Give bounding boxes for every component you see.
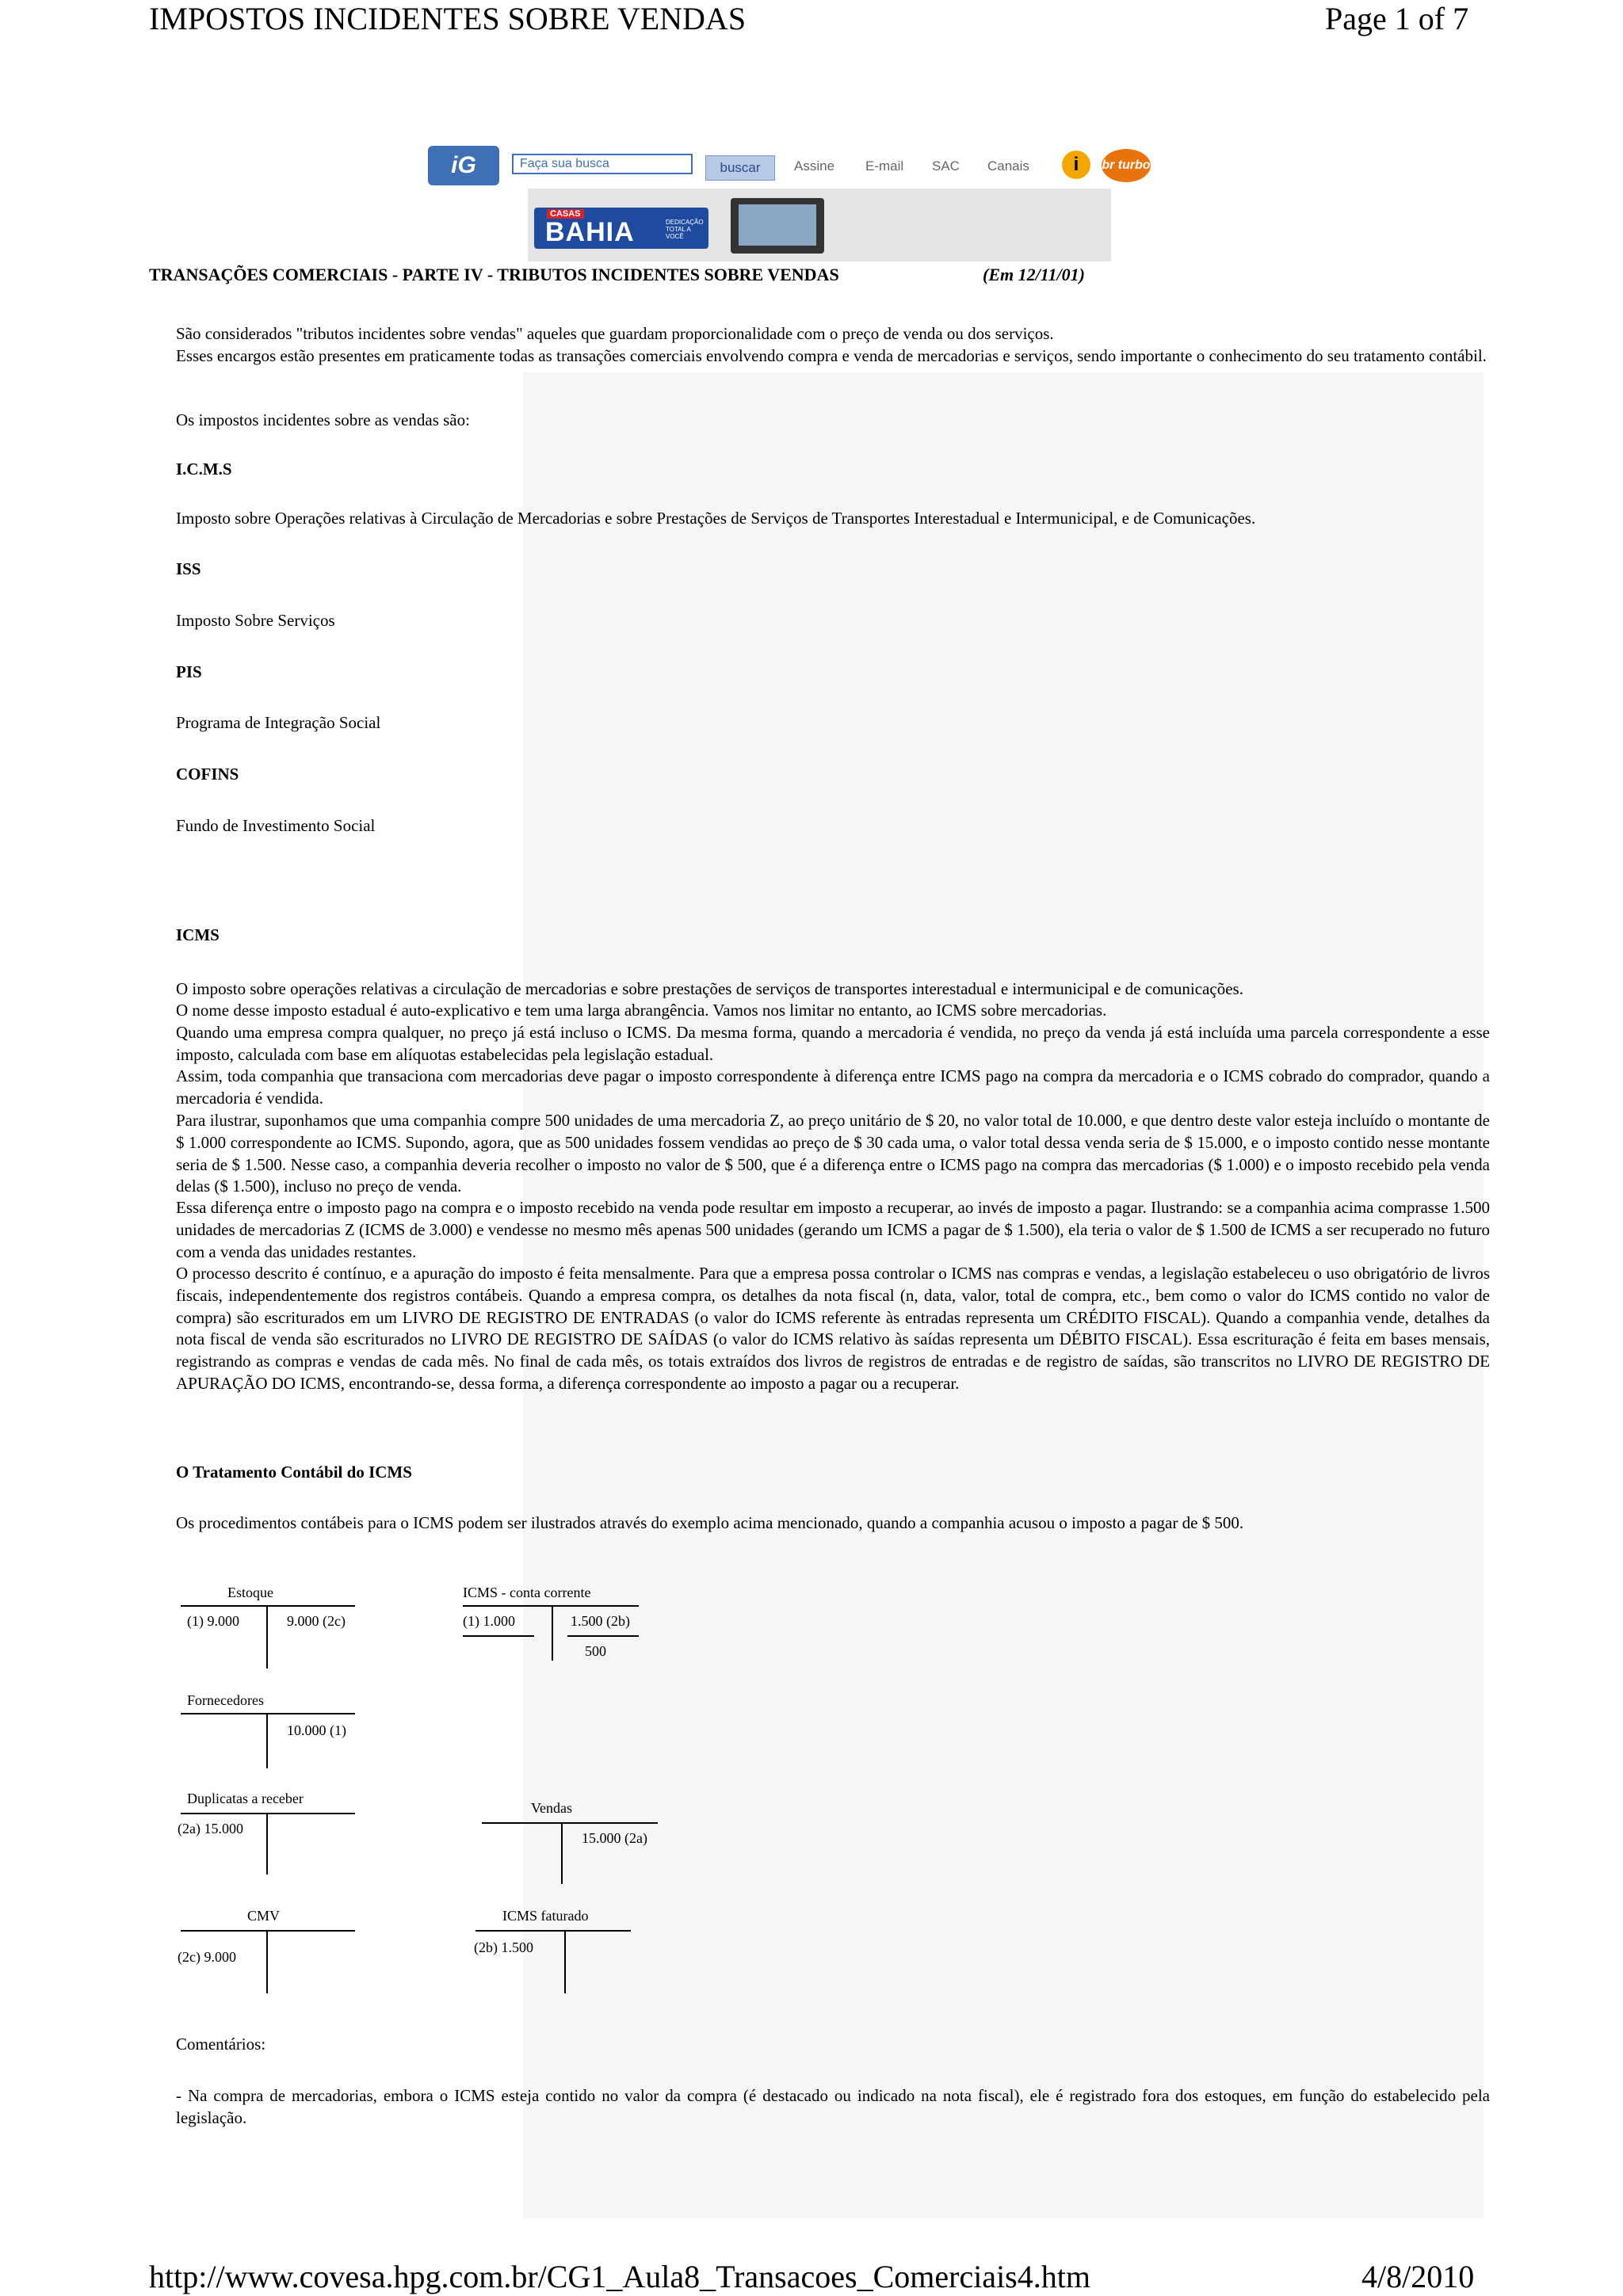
t-duplicatas-title: Duplicatas a receber xyxy=(187,1791,304,1806)
tax-desc-pis: Programa de Integração Social xyxy=(176,713,381,732)
t-icms-cc-title: ICMS - conta corrente xyxy=(463,1585,591,1600)
icms-paragraph-7: O processo descrito é contínuo, e a apuração do imposto é feita mensalmente. Para que a empresa possa controlar o ICMS nas compras e vendas, a legislação estabeleceu o uso obrigatório de livros fiscais, independentemente dos registros contábeis. Quando a empresa compra, os detalhes da nota fiscal (n, data, valor, total de compra, etc., bem como o valor do ICMS contido no valor de compra) são escriturados em um LIVRO DE REGISTRO DE ENTRADAS (o valor do ICMS referente às entradas representa um CRÉDITO FISCAL). Quando a companhia vende, detalhes da nota fiscal de venda são escriturados no LIVRO DE REGISTRO DE SAÍDAS (o valor do ICMS relativo às saídas representa um DÉBITO FISCAL). Essa escrituração é feita em bases mensais, registrando as compras e vendas de cada mês. No final de cada mês, os totais extraídos dos livros de registros de entradas e de registro de saídas, são transcritos no LIVRO DE REGISTRO DE APURAÇÃO DO ICMS, encontrando-se, dessa forma, a diferença correspondente ao imposto a pagar ou a recuperar. xyxy=(176,1264,1490,1393)
nav-link-canais[interactable]: Canais xyxy=(987,158,1029,174)
icms-paragraph-4: Assim, toda companhia que transaciona com mercadorias deve pagar o imposto correspondente à diferença entre ICMS pago na compra da mercadoria e o ICMS cobrado do comprador, quando a mercadoria é vendida. xyxy=(176,1066,1490,1108)
t-estoque-title: Estoque xyxy=(227,1585,273,1600)
tax-desc-iss: Imposto Sobre Serviços xyxy=(176,611,335,630)
tax-name-icms: I.C.M.S xyxy=(176,460,232,479)
t-duplicatas-debit: (2a) 15.000 xyxy=(178,1821,243,1836)
tax-name-pis: PIS xyxy=(176,662,202,681)
tv-image xyxy=(731,198,824,254)
t-vendas-title: Vendas xyxy=(531,1800,572,1816)
list-intro: Os impostos incidentes sobre as vendas são: xyxy=(176,410,470,429)
print-header-title: IMPOSTOS INCIDENTES SOBRE VENDAS xyxy=(149,1,747,36)
info-icon[interactable]: i xyxy=(1062,151,1090,179)
t-cmv-title: CMV xyxy=(247,1908,281,1924)
tax-desc-icms: Imposto sobre Operações relativas à Circulação de Mercadorias e sobre Prestações de Serviços de Transportes Interestadual e Intermunicipal, e de Comunicações. xyxy=(176,509,1256,528)
article-date: (Em 12/11/01) xyxy=(983,265,1085,284)
tax-name-cofins: COFINS xyxy=(176,765,239,784)
nav-link-sac[interactable]: SAC xyxy=(932,158,960,174)
t-icms-faturado-title: ICMS faturado xyxy=(502,1908,589,1924)
article-title: TRANSAÇÕES COMERCIAIS - PARTE IV - TRIBUTOS INCIDENTES SOBRE VENDAS xyxy=(149,265,839,284)
comments-heading: Comentários: xyxy=(176,2035,266,2054)
casas-bahia-logo xyxy=(534,208,708,249)
icms-paragraph-6: Essa diferença entre o imposto pago na compra e o imposto recebido na venda pode resultar em imposto a recuperar, ao invés de imposto a pagar. Ilustrando: se a companhia acima comprasse 1.500 unidades de mercadorias Z (ICMS de 3.000) e vendesse no mesmo mês apenas 500 unidades (gerando um ICMS a pagar de $ 1.500), ela teria o valor de $ 1.500 de ICMS a ser recuperado no futuro com a venda das unidades restantes. xyxy=(176,1198,1490,1261)
search-input[interactable]: Faça sua busca xyxy=(512,154,693,174)
icms-paragraph-5: Para ilustrar, suponhamos que uma companhia compre 500 unidades de uma mercadoria Z, ao preço unitário de $ 20, no valor total de 10.000, e que dentro deste valor esteja incluído o montante de $ 1.000 correspondente ao ICMS. Supondo, agora, que as 500 unidades fossem vendidas ao preço de $ 30 cada uma, o valor total dessa venda seria de $ 15.000, e o imposto contido nesse montante seria de $ 1.500. Nesse caso, a companhia deveria recolher o imposto no valor de $ 500, que é a diferença entre o ICMS pago na compra das mercadorias ($ 1.000) e o imposto recebido pela venda delas ($ 1.500), incluso no preço de venda. xyxy=(176,1111,1490,1196)
print-footer-url: http://www.covesa.hpg.com.br/CG1_Aula8_Transacoes_Comerciais4.htm xyxy=(149,2259,1090,2294)
banner-brand: BAHIA xyxy=(545,217,635,247)
t-icms-cc-credit: 1.500 (2b) xyxy=(571,1613,630,1629)
t-icms-faturado-debit: (2b) 1.500 xyxy=(474,1939,533,1955)
icms-paragraph-1: O imposto sobre operações relativas a circulação de mercadorias e sobre prestações de serviços de transportes interestadual e intermunicipal e de comunicações. xyxy=(176,979,1243,998)
brturbo-logo[interactable]: br turbo xyxy=(1102,149,1151,182)
intro-paragraph-1: São considerados "tributos incidentes sobre vendas" aqueles que guardam proporcionalidade com o preço de venda ou dos serviços. xyxy=(176,324,1054,343)
t-estoque-credit: 9.000 (2c) xyxy=(287,1613,346,1629)
treatment-text: Os procedimentos contábeis para o ICMS podem ser ilustrados através do exemplo acima mencionado, quando a companhia acusou o imposto a pagar de $ 500. xyxy=(176,1513,1244,1532)
nav-link-email[interactable]: E-mail xyxy=(865,158,904,174)
banner-slogan: DEDICAÇÃO TOTAL A VOCÊ xyxy=(666,219,704,240)
tax-name-iss: ISS xyxy=(176,559,201,578)
comments-text: - Na compra de mercadorias, embora o ICMS esteja contido no valor da compra (é destacado ou indicado na nota fiscal), ele é registrado fora dos estoques, em função do estabelecido pela legislação. xyxy=(176,2086,1490,2127)
t-fornecedores-title: Fornecedores xyxy=(187,1692,264,1708)
icms-paragraph-3: Quando uma empresa compra qualquer, no preço já está incluso o ICMS. Da mesma forma, quando a mercadoria é vendida, no preço da venda já está incluída uma parcela correspondente a esse imposto, calculada com base em alíquotas estabelecidas pela legislação estadual. xyxy=(176,1023,1490,1064)
nav-link-assine[interactable]: Assine xyxy=(794,158,835,174)
ad-banner[interactable] xyxy=(528,189,1111,261)
portal-bar xyxy=(428,141,1161,189)
t-icms-cc-balance: 500 xyxy=(585,1643,606,1659)
treatment-heading: O Tratamento Contábil do ICMS xyxy=(176,1463,412,1482)
print-header-page: Page 1 of 7 xyxy=(1325,1,1469,36)
intro-paragraph-2: Esses encargos estão presentes em praticamente todas as transações comerciais envolvendo compra e venda de mercadorias e serviços, sendo importante o conhecimento do seu tratamento contábil. xyxy=(176,346,1487,365)
icms-paragraph-2: O nome desse imposto estadual é auto-explicativo e tem uma larga abrangência. Vamos nos limitar no entanto, ao ICMS sobre mercadorias. xyxy=(176,1001,1107,1020)
print-footer-date: 4/8/2010 xyxy=(1361,2259,1475,2294)
tax-desc-cofins: Fundo de Investimento Social xyxy=(176,816,376,835)
banner-casas: CASAS xyxy=(547,209,584,219)
t-cmv-debit: (2c) 9.000 xyxy=(178,1949,236,1965)
icms-heading: ICMS xyxy=(176,925,220,944)
t-icms-cc-debit: (1) 1.000 xyxy=(463,1613,515,1629)
t-estoque-debit: (1) 9.000 xyxy=(187,1613,239,1629)
ig-logo[interactable]: iG xyxy=(428,146,499,185)
t-fornecedores-credit: 10.000 (1) xyxy=(287,1722,346,1738)
t-vendas-credit: 15.000 (2a) xyxy=(582,1830,647,1846)
search-button[interactable]: buscar xyxy=(705,155,775,181)
